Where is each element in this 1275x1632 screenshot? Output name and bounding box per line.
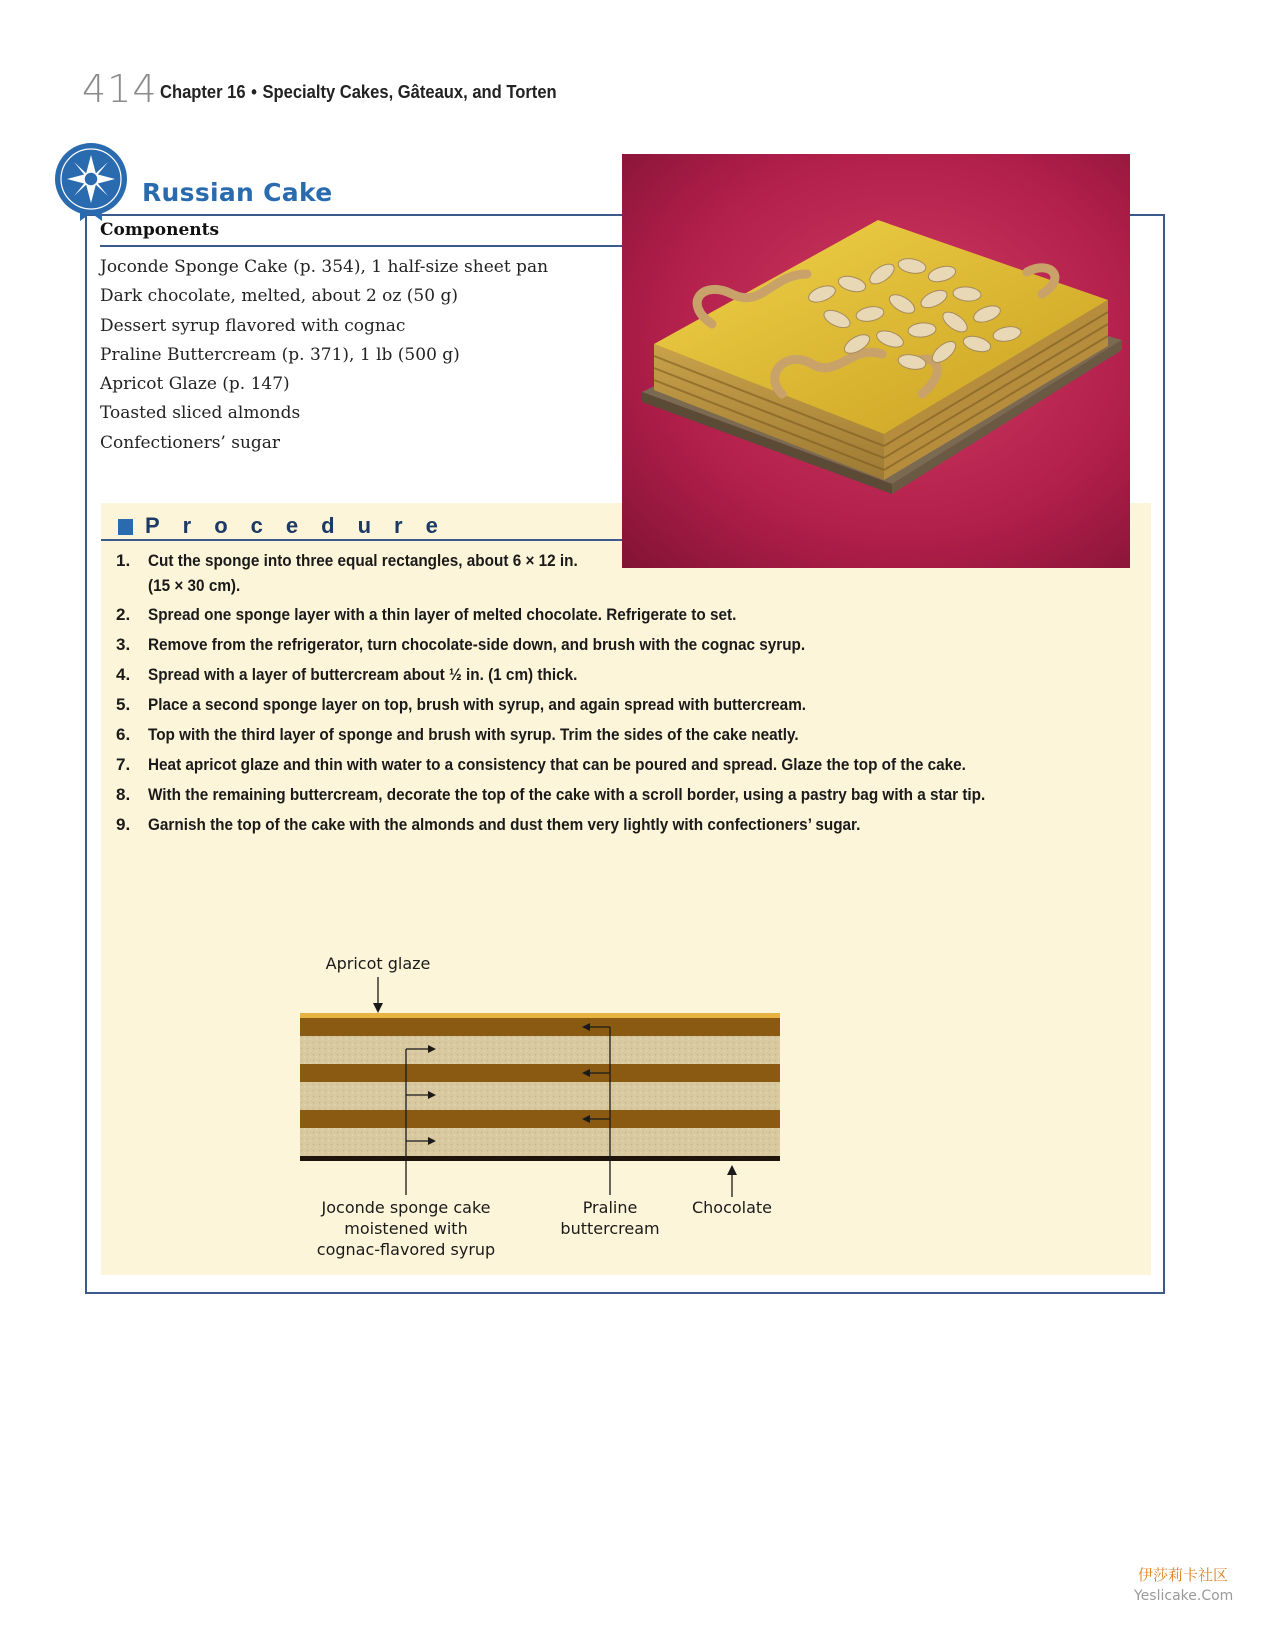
layer-sponge <box>300 1128 780 1156</box>
step-item <box>116 812 1078 842</box>
glaze-arrowhead <box>373 1003 383 1013</box>
procedure-rule <box>101 539 626 541</box>
step-item <box>116 662 1078 692</box>
label-chocolate: Chocolate <box>691 1198 773 1217</box>
step-text: Top with the third layer of sponge and brush with syrup. Trim the sides of the cake neatly. <box>148 725 799 744</box>
label-sponge-line3: cognac-flavored syrup <box>316 1240 496 1259</box>
watermark-en: Yeslicake.Com <box>1134 1588 1234 1604</box>
step-number: 3. <box>116 635 131 654</box>
cake-cross-section-diagram <box>300 945 820 1275</box>
label-sponge-line2: moistened with <box>344 1219 468 1238</box>
step-item <box>116 602 1078 632</box>
label-apricot-glaze: Apricot glaze <box>325 954 431 973</box>
layer-buttercream <box>300 1064 780 1082</box>
step-text: Heat apricot glaze and thin with water to a consistency that can be poured and spread. Glaze the top of the cake. <box>148 755 966 774</box>
step-number: 8. <box>116 785 131 804</box>
component-item: Confectioners’ sugar <box>100 432 281 453</box>
step-number: 2. <box>116 605 131 624</box>
step-item <box>116 632 1078 662</box>
step-text: Cut the sponge into three equal rectangles, about 6 × 12 in. <box>148 551 578 570</box>
procedure-marker <box>118 519 133 535</box>
school-crest-icon <box>52 143 130 221</box>
component-item: Dark chocolate, melted, about 2 oz (50 g) <box>100 286 458 307</box>
components-rule <box>100 245 628 247</box>
label-sponge-line1: Joconde sponge cake <box>321 1198 491 1217</box>
layer-apricot-glaze <box>300 1013 780 1018</box>
step-number: 6. <box>116 725 131 744</box>
step-text: Place a second sponge layer on top, brush with syrup, and again spread with buttercream. <box>148 695 807 714</box>
component-item: Dessert syrup flavored with cognac <box>100 315 406 336</box>
procedure-steps <box>116 548 1078 842</box>
step-number: 7. <box>116 755 131 774</box>
step-text: With the remaining buttercream, decorate the top of the cake with a scroll border, using a pastry bag with a star tip. <box>148 785 986 804</box>
layer-buttercream <box>300 1110 780 1128</box>
layer-sponge <box>300 1082 780 1110</box>
components-heading: Components <box>100 220 220 240</box>
page-number: 414 <box>82 67 158 111</box>
step-text: Spread with a layer of buttercream about ½ in. (1 cm) thick. <box>148 665 578 684</box>
components-list <box>100 253 548 458</box>
step-number: 4. <box>116 665 131 684</box>
step-text: Garnish the top of the cake with the almonds and dust them very lightly with confectioners’ sugar. <box>148 815 861 834</box>
step-text: Spread one sponge layer with a thin layer of melted chocolate. Refrigerate to set. <box>148 605 737 624</box>
step-item <box>116 722 1078 752</box>
component-item: Toasted sliced almonds <box>100 403 301 424</box>
recipe-title: Russian Cake <box>142 178 333 207</box>
step-number: 5. <box>116 695 131 714</box>
layer-buttercream <box>300 1018 780 1036</box>
label-buttercream-line1: Praline <box>582 1198 638 1217</box>
layer-sponge <box>300 1036 780 1064</box>
component-item: Joconde Sponge Cake (p. 354), 1 half-size sheet pan <box>100 257 549 277</box>
step-number: 9. <box>116 815 131 834</box>
chapter-label: Chapter 16 <box>160 82 246 102</box>
chapter-title: Specialty Cakes, Gâteaux, and Torten <box>262 82 557 102</box>
step-item <box>116 692 1078 722</box>
step-text: (15 × 30 cm). <box>148 576 241 595</box>
step-item <box>116 752 1078 782</box>
component-item: Praline Buttercream (p. 371), 1 lb (500 g) <box>100 344 460 365</box>
label-buttercream-line2: buttercream <box>560 1219 660 1238</box>
layer-chocolate <box>300 1156 780 1161</box>
step-text: Remove from the refrigerator, turn chocolate-side down, and brush with the cognac syrup. <box>148 635 806 654</box>
step-number: 1. <box>116 551 131 570</box>
watermark-cn: 伊莎莉卡社区 <box>1138 1566 1229 1584</box>
running-head <box>160 82 557 103</box>
component-item: Apricot Glaze (p. 147) <box>100 374 290 395</box>
procedure-heading: Procedure <box>145 513 461 538</box>
header-separator: • <box>251 82 257 102</box>
step-item <box>116 782 1078 812</box>
cake-photo <box>622 154 1130 568</box>
